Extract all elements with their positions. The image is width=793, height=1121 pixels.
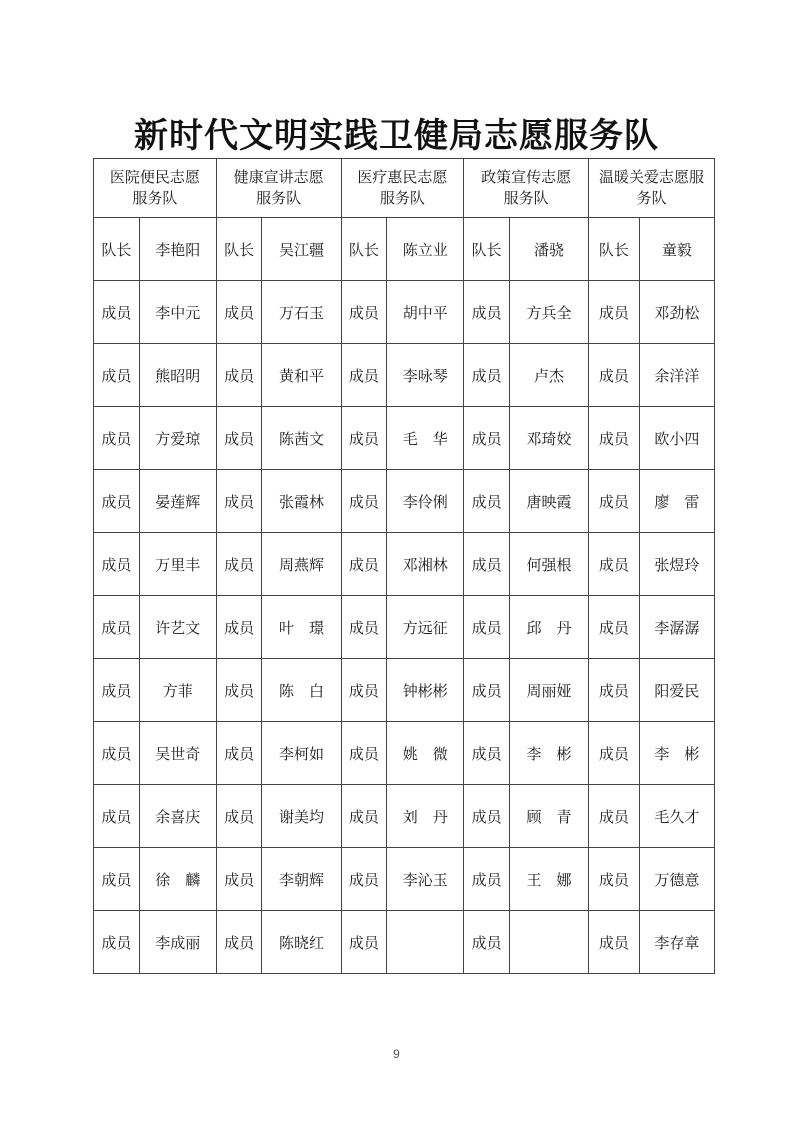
member-name-cell: 周丽娅 bbox=[509, 659, 588, 722]
member-name-cell bbox=[509, 911, 588, 974]
role-cell: 成员 bbox=[464, 848, 510, 911]
role-cell: 成员 bbox=[464, 722, 510, 785]
role-cell: 队长 bbox=[216, 218, 262, 281]
table-row bbox=[94, 722, 715, 785]
member-name-cell: 邓劲松 bbox=[639, 281, 714, 344]
role-cell: 成员 bbox=[589, 659, 640, 722]
role-cell: 成员 bbox=[341, 407, 387, 470]
member-name-cell: 陈立业 bbox=[387, 218, 464, 281]
role-cell: 成员 bbox=[341, 470, 387, 533]
role-cell: 成员 bbox=[341, 785, 387, 848]
role-cell: 成员 bbox=[216, 470, 262, 533]
member-name-cell: 叶 璟 bbox=[262, 596, 341, 659]
table-row bbox=[94, 848, 715, 911]
member-name-cell: 方爱琼 bbox=[139, 407, 216, 470]
role-cell: 成员 bbox=[589, 785, 640, 848]
role-cell: 成员 bbox=[341, 659, 387, 722]
member-name-cell: 顾 青 bbox=[509, 785, 588, 848]
team-header-row bbox=[94, 159, 715, 218]
role-cell: 成员 bbox=[589, 470, 640, 533]
role-cell: 队长 bbox=[94, 218, 140, 281]
member-name-cell: 钟彬彬 bbox=[387, 659, 464, 722]
member-name-cell: 熊昭明 bbox=[139, 344, 216, 407]
member-name-cell: 李中元 bbox=[139, 281, 216, 344]
member-name-cell: 唐映霞 bbox=[509, 470, 588, 533]
role-cell: 队长 bbox=[341, 218, 387, 281]
role-cell: 成员 bbox=[464, 596, 510, 659]
member-name-cell: 姚 微 bbox=[387, 722, 464, 785]
member-name-cell: 余喜庆 bbox=[139, 785, 216, 848]
table-row bbox=[94, 407, 715, 470]
member-name-cell: 童毅 bbox=[639, 218, 714, 281]
team-header bbox=[464, 159, 589, 218]
member-name-cell: 李 彬 bbox=[639, 722, 714, 785]
member-name-cell: 邓湘林 bbox=[387, 533, 464, 596]
member-name-cell: 徐 麟 bbox=[139, 848, 216, 911]
table-row bbox=[94, 470, 715, 533]
role-cell: 成员 bbox=[464, 785, 510, 848]
member-name-cell: 李成丽 bbox=[139, 911, 216, 974]
role-cell: 成员 bbox=[589, 533, 640, 596]
role-cell: 成员 bbox=[589, 344, 640, 407]
member-name-cell: 李潺潺 bbox=[639, 596, 714, 659]
role-cell: 队长 bbox=[464, 218, 510, 281]
table-body bbox=[94, 159, 715, 974]
member-name-cell: 万石玉 bbox=[262, 281, 341, 344]
role-cell: 成员 bbox=[94, 470, 140, 533]
role-cell: 成员 bbox=[216, 596, 262, 659]
member-name-cell bbox=[387, 911, 464, 974]
member-name-cell: 何强根 bbox=[509, 533, 588, 596]
table-row bbox=[94, 218, 715, 281]
role-cell: 成员 bbox=[216, 659, 262, 722]
member-name-cell: 廖 雷 bbox=[639, 470, 714, 533]
role-cell: 成员 bbox=[94, 785, 140, 848]
table-row bbox=[94, 533, 715, 596]
role-cell: 成员 bbox=[464, 344, 510, 407]
role-cell: 成员 bbox=[341, 281, 387, 344]
member-name-cell: 李存章 bbox=[639, 911, 714, 974]
role-cell: 成员 bbox=[589, 596, 640, 659]
role-cell: 成员 bbox=[94, 344, 140, 407]
role-cell: 成员 bbox=[94, 596, 140, 659]
member-name-cell: 万德意 bbox=[639, 848, 714, 911]
role-cell: 成员 bbox=[94, 407, 140, 470]
role-cell: 成员 bbox=[341, 911, 387, 974]
member-name-cell: 陈晓红 bbox=[262, 911, 341, 974]
role-cell: 成员 bbox=[341, 722, 387, 785]
table-row bbox=[94, 785, 715, 848]
member-name-cell: 许艺文 bbox=[139, 596, 216, 659]
role-cell: 成员 bbox=[464, 281, 510, 344]
role-cell: 成员 bbox=[464, 659, 510, 722]
member-name-cell: 邱 丹 bbox=[509, 596, 588, 659]
member-name-cell: 卢杰 bbox=[509, 344, 588, 407]
member-name-cell: 吴世奇 bbox=[139, 722, 216, 785]
role-cell: 成员 bbox=[464, 533, 510, 596]
role-cell: 成员 bbox=[94, 659, 140, 722]
role-cell: 成员 bbox=[94, 533, 140, 596]
team-header bbox=[341, 159, 464, 218]
member-name-cell: 谢美均 bbox=[262, 785, 341, 848]
member-name-cell: 邓琦姣 bbox=[509, 407, 588, 470]
table-row bbox=[94, 911, 715, 974]
member-name-cell: 欧小四 bbox=[639, 407, 714, 470]
role-cell: 成员 bbox=[216, 344, 262, 407]
role-cell: 成员 bbox=[589, 848, 640, 911]
team-name-line2: 服务队 bbox=[132, 189, 178, 207]
member-name-cell: 王 娜 bbox=[509, 848, 588, 911]
role-cell: 成员 bbox=[216, 533, 262, 596]
team-header bbox=[94, 159, 217, 218]
member-name-cell: 方远征 bbox=[387, 596, 464, 659]
role-cell: 成员 bbox=[589, 722, 640, 785]
role-cell: 成员 bbox=[589, 407, 640, 470]
member-name-cell: 万里丰 bbox=[139, 533, 216, 596]
member-name-cell: 张煜玲 bbox=[639, 533, 714, 596]
volunteer-team-table bbox=[93, 158, 715, 974]
table-row bbox=[94, 659, 715, 722]
member-name-cell: 李艳阳 bbox=[139, 218, 216, 281]
member-name-cell: 陈 白 bbox=[262, 659, 341, 722]
member-name-cell: 阳爱民 bbox=[639, 659, 714, 722]
role-cell: 成员 bbox=[94, 848, 140, 911]
team-header bbox=[589, 159, 715, 218]
member-name-cell: 周燕辉 bbox=[262, 533, 341, 596]
member-name-cell: 吴江疆 bbox=[262, 218, 341, 281]
member-name-cell: 潘骁 bbox=[509, 218, 588, 281]
member-name-cell: 李沁玉 bbox=[387, 848, 464, 911]
role-cell: 成员 bbox=[341, 596, 387, 659]
role-cell: 成员 bbox=[94, 281, 140, 344]
role-cell: 成员 bbox=[464, 911, 510, 974]
role-cell: 成员 bbox=[216, 785, 262, 848]
role-cell: 成员 bbox=[216, 722, 262, 785]
member-name-cell: 李朝辉 bbox=[262, 848, 341, 911]
team-name-line2: 服务队 bbox=[379, 189, 425, 207]
member-name-cell: 晏莲辉 bbox=[139, 470, 216, 533]
member-name-cell: 胡中平 bbox=[387, 281, 464, 344]
role-cell: 成员 bbox=[216, 407, 262, 470]
role-cell: 成员 bbox=[341, 344, 387, 407]
role-cell: 成员 bbox=[341, 533, 387, 596]
member-name-cell: 李柯如 bbox=[262, 722, 341, 785]
team-name-line2: 服务队 bbox=[503, 189, 549, 207]
role-cell: 成员 bbox=[341, 848, 387, 911]
member-name-cell: 张霞林 bbox=[262, 470, 341, 533]
member-name-cell: 毛久才 bbox=[639, 785, 714, 848]
team-name-line1: 医院便民志愿 bbox=[109, 168, 200, 186]
member-name-cell: 黄和平 bbox=[262, 344, 341, 407]
role-cell: 队长 bbox=[589, 218, 640, 281]
role-cell: 成员 bbox=[216, 911, 262, 974]
member-name-cell: 毛 华 bbox=[387, 407, 464, 470]
member-name-cell: 李 彬 bbox=[509, 722, 588, 785]
team-name-line1: 温暖关爱志愿服 bbox=[599, 168, 705, 186]
member-name-cell: 余洋洋 bbox=[639, 344, 714, 407]
document-title: 新时代文明实践卫健局志愿服务队 bbox=[134, 116, 659, 156]
member-name-cell: 李伶俐 bbox=[387, 470, 464, 533]
member-name-cell: 陈茜文 bbox=[262, 407, 341, 470]
page-number: 9 bbox=[393, 1047, 400, 1061]
team-name-line1: 政策宣传志愿 bbox=[481, 168, 572, 186]
team-name-line1: 健康宣讲志愿 bbox=[233, 168, 324, 186]
team-name-line2: 务队 bbox=[636, 189, 667, 207]
role-cell: 成员 bbox=[589, 281, 640, 344]
role-cell: 成员 bbox=[94, 911, 140, 974]
role-cell: 成员 bbox=[589, 911, 640, 974]
team-name-line2: 服务队 bbox=[256, 189, 302, 207]
table-row bbox=[94, 596, 715, 659]
table-row bbox=[94, 344, 715, 407]
role-cell: 成员 bbox=[94, 722, 140, 785]
role-cell: 成员 bbox=[464, 407, 510, 470]
team-name-line1: 医疗惠民志愿 bbox=[357, 168, 448, 186]
role-cell: 成员 bbox=[216, 281, 262, 344]
team-header bbox=[216, 159, 341, 218]
role-cell: 成员 bbox=[216, 848, 262, 911]
member-name-cell: 李咏琴 bbox=[387, 344, 464, 407]
table-row bbox=[94, 281, 715, 344]
member-name-cell: 方兵全 bbox=[509, 281, 588, 344]
role-cell: 成员 bbox=[464, 470, 510, 533]
member-name-cell: 方菲 bbox=[139, 659, 216, 722]
member-name-cell: 刘 丹 bbox=[387, 785, 464, 848]
